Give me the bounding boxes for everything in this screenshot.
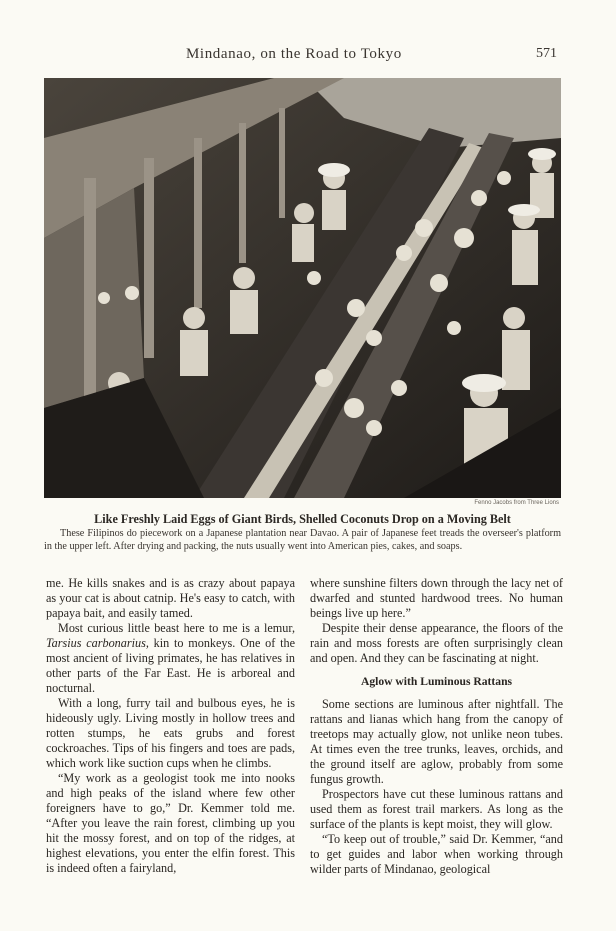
right-column bbox=[310, 576, 563, 877]
paragraph: “To keep out of trouble,” said Dr. Kemmer, “and to get guides and labor when working through wilder parts of Mindanao, geological bbox=[310, 832, 563, 876]
paragraph: With a long, furry tail and bulbous eyes, he is hideously ugly. Living mostly in hollow trees and rotten stumps, he eats grubs and forest cockroaches. Tips of his fingers and toes are pads, which work like suction cups when he climbs. bbox=[46, 696, 295, 770]
paragraph: Some sections are luminous after nightfall. The rattans and lianas which hang from the canopy of treetops may actually glow, not unlike neon tubes. At times even the tree trunks, leaves, orchids, and the ground itself are aglow, probably from some fungus growth. bbox=[310, 697, 563, 786]
species-name: Tarsius carbonarius, bbox=[46, 636, 149, 650]
photograph bbox=[44, 78, 561, 498]
paragraph: Most curious little beast here to me is a lemur, Tarsius carbonarius, kin to monkeys. One of the most ancient of living primates, he has relatives in other parts of the Far East. He is arboreal and nocturnal. bbox=[46, 621, 295, 695]
page-header bbox=[0, 46, 616, 68]
paragraph: me. He kills snakes and is as crazy about papaya as your cat is about catnip. He's easy to catch, with papaya bait, and easily tamed. bbox=[46, 576, 295, 620]
page-number: 571 bbox=[536, 46, 557, 61]
caption-body: These Filipinos do piecework on a Japanese plantation near Davao. A pair of Japanese feet treads the overseer's platform in the upper left. After drying and packing, the nuts usually went into American pies, cakes, and soaps. bbox=[44, 528, 561, 552]
section-subhead: Aglow with Luminous Rattans bbox=[360, 675, 513, 688]
left-column bbox=[46, 576, 295, 876]
caption-title: Like Freshly Laid Eggs of Giant Birds, Shelled Coconuts Drop on a Moving Belt bbox=[94, 512, 511, 526]
running-title: Mindanao, on the Road to Tokyo bbox=[186, 46, 402, 62]
paragraph: Prospectors have cut these luminous rattans and used them as forest trail markers. As long as the surface of the plants is kept moist, they will glow. bbox=[310, 787, 563, 831]
photo-credit: Fenno Jacobs from Three Lions bbox=[474, 500, 559, 506]
paragraph: Despite their dense appearance, the floors of the rain and moss forests are often surprisingly clean and open. And they can be fascinating at night. bbox=[310, 621, 563, 665]
paragraph: “My work as a geologist took me into nooks and high peaks of the island where few other foreigners have to go,” Dr. Kemmer told me. “After you leave the rain forest, climbing up you hit the mossy forest, and on top of the ridges, at highest elevations, you enter the elfin forest. This is indeed often a fairyland, bbox=[46, 771, 295, 875]
paragraph: where sunshine filters down through the lacy net of dwarfed and stunted hardwood trees. No human beings live up here.” bbox=[310, 576, 563, 620]
coconut-conveyor-photo-icon bbox=[44, 78, 561, 498]
